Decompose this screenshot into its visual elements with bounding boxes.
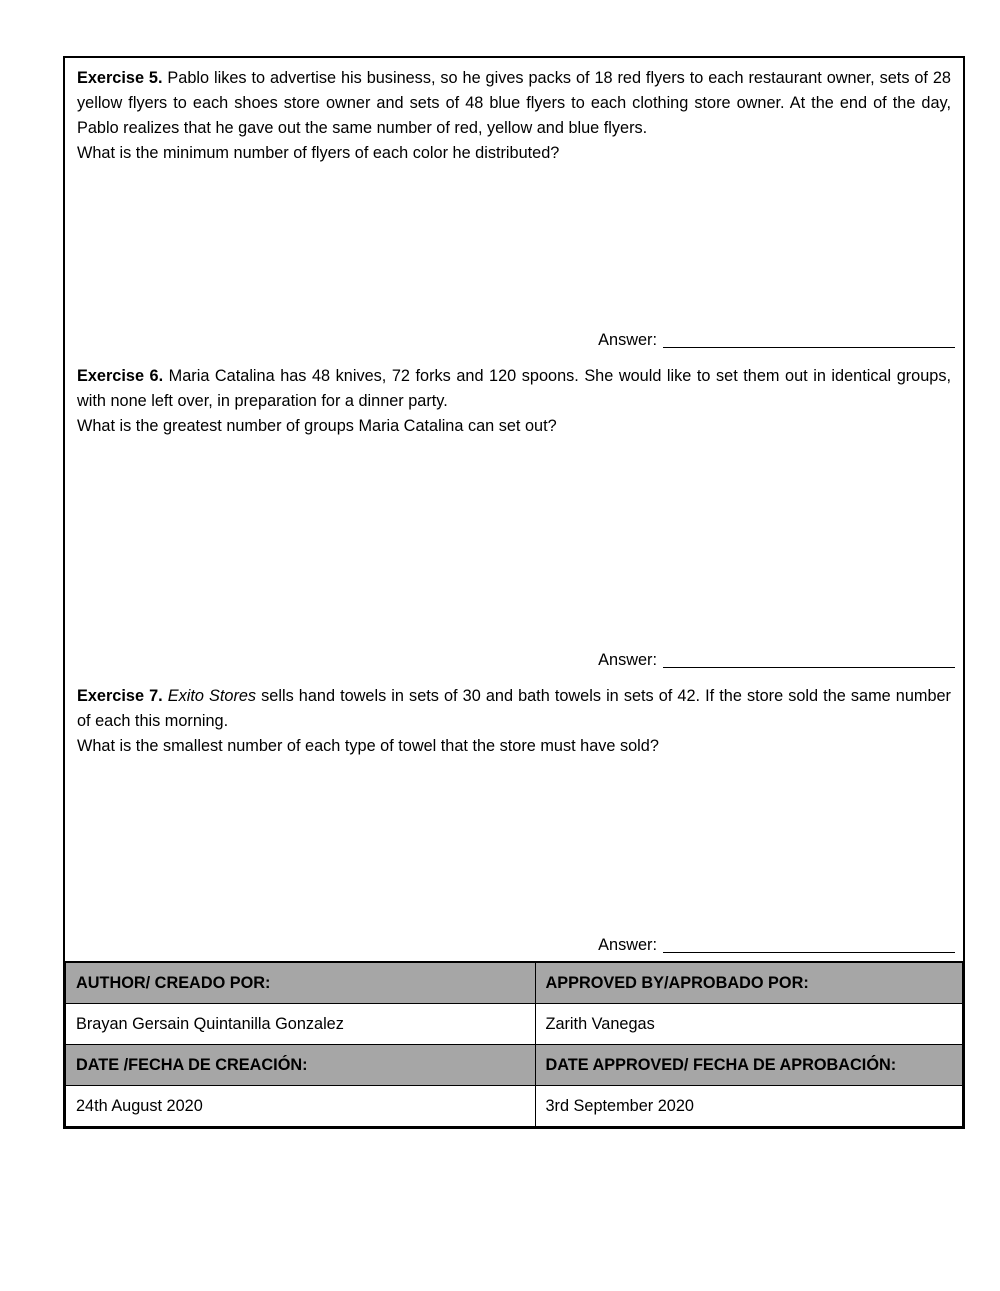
exercise-5-statement — [77, 66, 951, 141]
exercise-7-statement — [77, 684, 951, 734]
exercise-7-store-name: Exito Stores — [167, 687, 257, 706]
exercise-5-answer-label: Answer: — [598, 330, 657, 349]
exercise-6-answer-line[interactable] — [663, 653, 955, 668]
exercise-7-answer-label: Answer: — [598, 935, 657, 954]
table-row — [66, 1004, 963, 1045]
signature-table — [65, 961, 963, 1127]
exercise-7-workspace[interactable] — [65, 759, 963, 937]
exercise-block-5 — [65, 58, 963, 166]
exercise-7-question: What is the smallest number of each type of towel that the store must have sold? — [77, 736, 659, 755]
exercise-block-6 — [65, 356, 963, 439]
exercise-5-question: What is the minimum number of flyers of each color he distributed? — [77, 143, 560, 162]
exercise-6-question: What is the greatest number of groups Maria Catalina can set out? — [77, 416, 557, 435]
exercise-6-answer-row — [65, 652, 963, 676]
exercise-5-answer-line[interactable] — [663, 333, 955, 348]
table-row — [66, 1086, 963, 1127]
exercise-6-number: Exercise 6. — [77, 366, 164, 385]
exercise-6-answer-label: Answer: — [598, 650, 657, 669]
worksheet-border-box — [63, 56, 965, 1129]
exercise-7-answer-row — [65, 937, 963, 961]
exercise-6-body: Maria Catalina has 48 knives, 72 forks and 120 spoons. She would like to set them out in identical groups, with none left over, in preparation for a dinner party. — [77, 366, 951, 410]
author-header-cell: AUTHOR/ CREADO POR: — [66, 962, 536, 1004]
exercise-7-answer-line[interactable] — [663, 938, 955, 953]
exercise-6-statement — [77, 364, 951, 414]
approved-by-header-cell: APPROVED BY/APROBADO POR: — [535, 962, 963, 1004]
exercise-6-workspace[interactable] — [65, 439, 963, 652]
author-value-cell: Brayan Gersain Quintanilla Gonzalez — [66, 1004, 536, 1045]
date-created-value-cell: 24th August 2020 — [66, 1086, 536, 1127]
table-row — [66, 962, 963, 1004]
exercise-5-answer-row — [65, 332, 963, 356]
exercise-5-workspace[interactable] — [65, 166, 963, 332]
exercise-5-body: Pablo likes to advertise his business, so he gives packs of 18 red flyers to each restaurant owner, sets of 28 yellow flyers to each shoes store owner and sets of 48 blue flyers to each clothing store owner. At the end of the day, Pablo realizes that he gave out the same number of red, yellow and blue flyers. — [77, 69, 951, 137]
date-approved-value-cell: 3rd September 2020 — [535, 1086, 963, 1127]
exercise-7-number: Exercise 7. — [77, 687, 163, 706]
date-created-header-cell: DATE /FECHA DE CREACIÓN: — [66, 1045, 536, 1086]
approved-by-value-cell: Zarith Vanegas — [535, 1004, 963, 1045]
exercise-block-7 — [65, 676, 963, 759]
exercise-5-number: Exercise 5. — [77, 69, 163, 87]
exercise-7-body-post: sells hand towels in sets of 30 and bath towels in sets of 42. If the store sold the same number of each this morning. — [77, 687, 951, 730]
date-approved-header-cell: DATE APPROVED/ FECHA DE APROBACIÓN: — [535, 1045, 963, 1086]
table-row — [66, 1045, 963, 1086]
